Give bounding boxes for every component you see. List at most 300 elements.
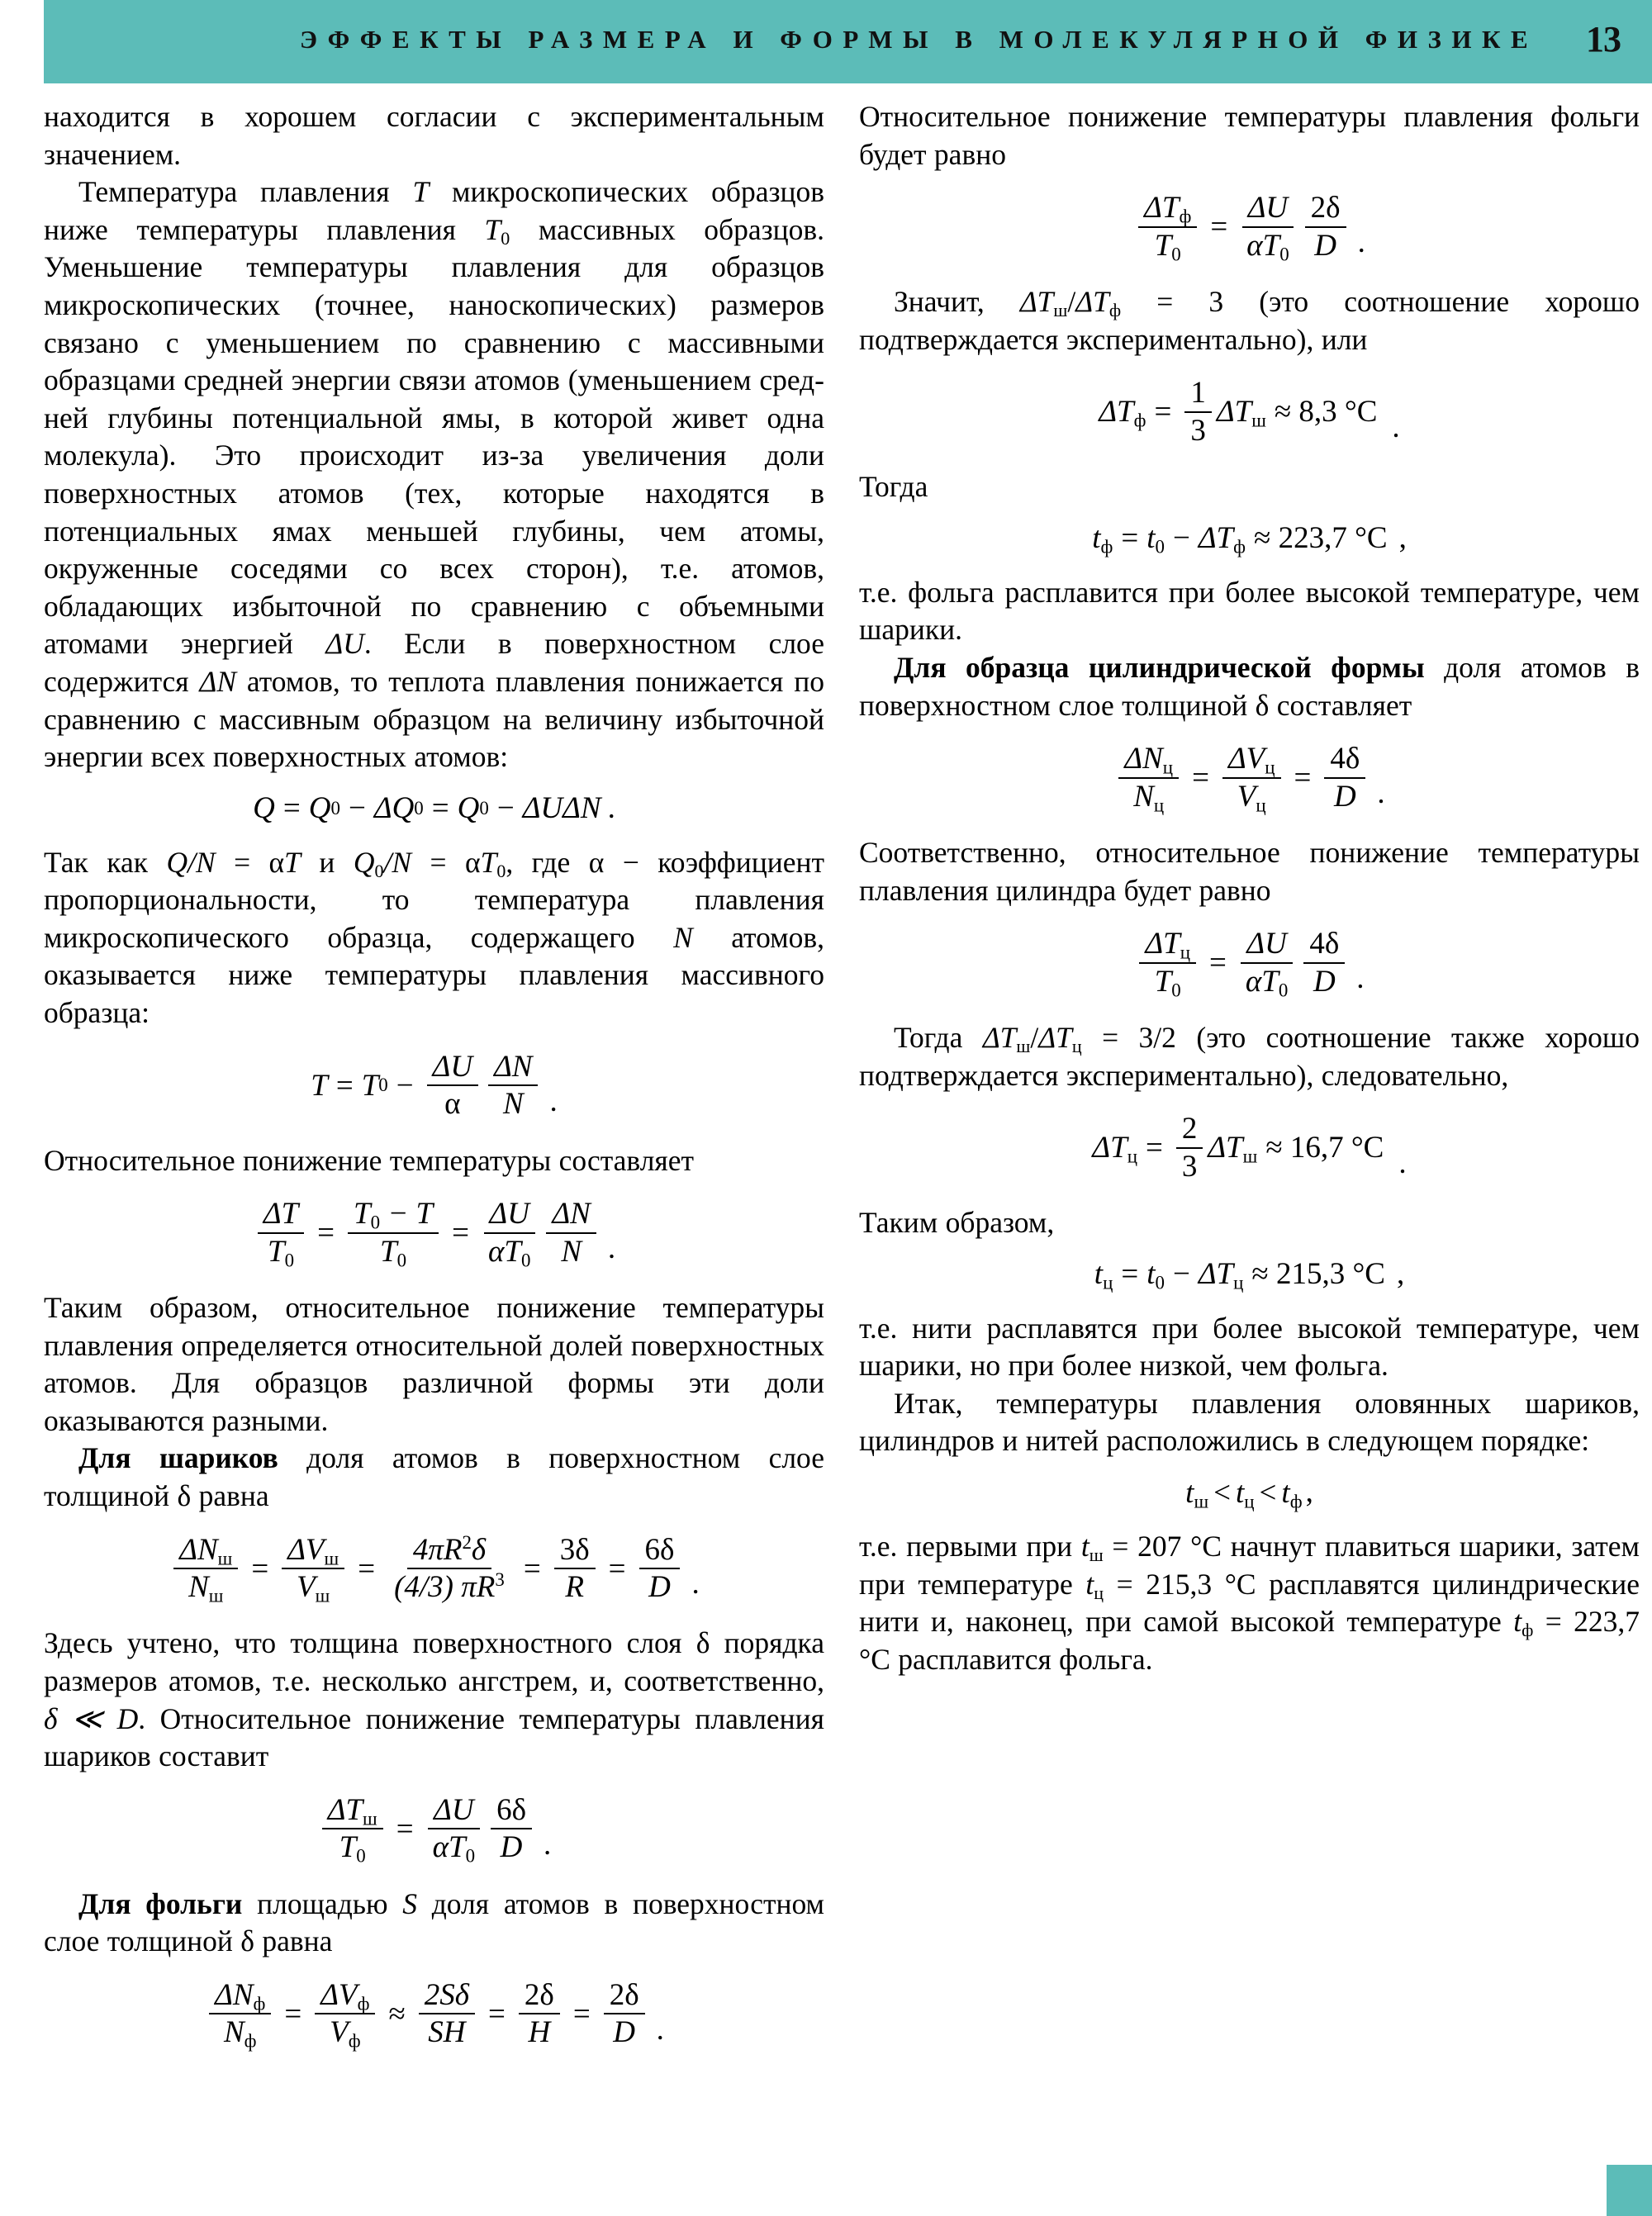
eq-subscript: ф [348, 2030, 361, 2052]
eq-fraction [1138, 190, 1197, 263]
equation-cylinder-delta-T-value [859, 1111, 1640, 1184]
inline-symbol-N: N [673, 920, 693, 954]
paragraph [859, 1204, 1640, 1242]
eq-denominator [1127, 779, 1170, 814]
eq-denominator: N [502, 1087, 524, 1122]
paragraph-text: (это соотношение также хорошо подтверждается экспериментально), следовательно, [859, 1021, 1640, 1092]
eq-numerator [1138, 190, 1197, 227]
eq-denominator-base: αT [488, 1234, 521, 1269]
eq-fraction [1118, 741, 1179, 814]
inline-fraction-QN: Q/N [166, 845, 216, 879]
eq-denominator [1240, 964, 1294, 999]
equation-sphere-surface-fraction [44, 1532, 824, 1606]
eq-subscript: ц [1162, 757, 1174, 778]
eq-numerator: ΔT [258, 1196, 304, 1233]
inline-subscript: ш [1089, 1545, 1104, 1566]
eq-denominator: 3 [1181, 1149, 1198, 1184]
eq-numerator [209, 1977, 271, 2014]
inline-symbol-delta: δ [240, 1924, 255, 1958]
paragraph-text: Так как [44, 845, 167, 879]
inline-symbol-deltaN: ΔN [199, 664, 237, 698]
page-body [0, 83, 1652, 2216]
eq-fraction [258, 1196, 304, 1269]
eq-operator: ≈ [388, 1996, 406, 2031]
eq-numerator-base: ΔT [1145, 927, 1180, 961]
paragraph-text: Таким образом, относительное понижение температуры плавления определяется относительной долей поверхностных атомов. Для образцов различной формы эти доли оказываются разными. [44, 1291, 824, 1437]
eq-denominator-base: T [380, 1234, 397, 1269]
inline-symbol-delta: δ [695, 1626, 710, 1660]
eq-fraction [491, 1792, 532, 1866]
eq-subscript: ш [217, 1547, 233, 1568]
paragraph [44, 844, 824, 1032]
eq-subscript: ш [1242, 1146, 1258, 1167]
eq-term [1092, 520, 1113, 556]
eq-numerator-rest: − T [380, 1197, 434, 1231]
paragraph-text: Температура плавления [78, 175, 413, 209]
eq-punctuation: . [607, 790, 615, 825]
eq-numerator: 3δ [554, 1532, 596, 1569]
eq-term [1281, 1475, 1302, 1511]
paragraph-text: = α [411, 845, 481, 879]
eq-superscript: 2 [462, 1531, 472, 1553]
eq-fraction [427, 1049, 478, 1122]
lead-in-bold-foil: Для фольги [78, 1886, 243, 1920]
eq-subscript: 0 [356, 1845, 366, 1867]
eq-denominator [1232, 779, 1272, 814]
inline-subscript: 0 [501, 227, 510, 249]
eq-numerator: 4δ [1324, 741, 1365, 778]
paragraph-text: равна [191, 1478, 269, 1512]
equation-cylinder-melting-point [859, 1254, 1640, 1295]
eq-subscript: ф [1179, 206, 1192, 227]
eq-term [1185, 1475, 1208, 1511]
eq-numerator: 6δ [491, 1792, 532, 1829]
inline-symbol-t-cyl: t [1085, 1567, 1094, 1601]
eq-term-base: ΔT [1092, 1131, 1127, 1165]
eq-subscript: ц [1153, 794, 1165, 815]
eq-denominator: R [565, 1570, 584, 1604]
eq-numerator [348, 1196, 439, 1233]
eq-fraction [322, 1792, 383, 1866]
eq-fraction [1324, 741, 1365, 814]
equation-sphere-temperature-drop [44, 1792, 824, 1866]
eq-subscript: ф [1133, 410, 1146, 431]
eq-subscript: ф [1100, 536, 1113, 558]
eq-subscript: ш [363, 1808, 377, 1829]
eq-denominator [218, 2014, 263, 2050]
paragraph-summary [859, 1528, 1640, 1678]
inline-symbol-S: S [402, 1886, 417, 1920]
eq-subscript: ц [1244, 1490, 1255, 1511]
inline-subscript: ц [1094, 1582, 1104, 1603]
eq-numerator [173, 1532, 238, 1569]
eq-numerator-base: ΔN [179, 1532, 218, 1567]
paragraph [44, 1289, 824, 1440]
eq-fraction [604, 1977, 645, 2051]
eq-operator: = [358, 1551, 376, 1586]
equation-foil-temperature-drop [859, 190, 1640, 263]
lead-in-bold-spheres: Для шариков [78, 1441, 278, 1475]
eq-operator: = [1209, 946, 1227, 980]
eq-subscript: ш [1194, 1490, 1209, 1511]
eq-operator: = [452, 1216, 469, 1250]
eq-term: T [361, 1068, 379, 1103]
eq-fraction [348, 1196, 439, 1269]
eq-term [1146, 1256, 1165, 1292]
inline-subscript: ф [1521, 1620, 1534, 1641]
eq-denominator-base: T [339, 1830, 357, 1865]
eq-punctuation: . [549, 1084, 558, 1118]
eq-approx-value: ≈ 8,3 °C [1274, 395, 1378, 429]
paragraph-text: массивных образцов. Уменьшение температуры плавления для образцов микроскопических (точнее, наноскопических) размеров связано с уменьшением по сравнению с массивными образцами средней энергии связи атомов (уменьшением средней глубины потенциальной ямы, в которой живет одна молекула). Это происходит из-за увеличения доли поверхностных атомов (тех, которые находятся в потенциальных ямах меньшей глубины, чем атомы, окруженные соседями со всех сторон), т.е. атомов, обладающих избыточной по сравнению с объемными атомами энергией [44, 212, 824, 661]
eq-term: ΔQ [373, 791, 415, 826]
inline-subscript: 0 [374, 860, 384, 881]
paragraph [44, 1142, 824, 1180]
eq-term [1092, 1130, 1137, 1165]
eq-denominator-base: N [1133, 779, 1154, 814]
eq-numerator: 2δ [519, 1977, 560, 2014]
paragraph-text: составляет [1269, 688, 1412, 722]
eq-term-base: ΔT [1198, 1257, 1234, 1292]
eq-operator: = [523, 1551, 541, 1586]
eq-denominator-base: N [223, 2015, 244, 2050]
eq-denominator [374, 1234, 412, 1269]
eq-numerator: 1 [1184, 375, 1212, 412]
eq-denominator: D [500, 1830, 523, 1865]
equation-relative-temperature-drop [44, 1196, 824, 1269]
eq-fraction [388, 1532, 510, 1606]
inline-symbol-delta: δ [1255, 688, 1270, 722]
paragraph-text: Относительное понижение температуры составляет [44, 1143, 695, 1177]
paragraph-text: Тогда [859, 470, 928, 504]
equation-heat-of-melting: Q = Q 0 − ΔQ 0 = Q 0 − ΔUΔN . [44, 788, 824, 829]
paragraph-cylinder [859, 649, 1640, 724]
paragraph [44, 1625, 824, 1775]
eq-denominator-base: N [188, 1570, 209, 1604]
eq-subscript: ш [208, 1585, 224, 1606]
eq-subscript: ш [315, 1585, 330, 1606]
eq-subscript: ш [1251, 410, 1266, 431]
eq-denominator [291, 1569, 335, 1605]
paragraph [859, 468, 1640, 506]
inline-symbol-dT-cyl: ΔT [1038, 1021, 1072, 1055]
inline-symbol-dT-sph: ΔT [982, 1021, 1017, 1055]
eq-denominator-base: T [1154, 964, 1172, 999]
eq-subscript: 0 [370, 1212, 381, 1233]
eq-fraction [488, 1049, 538, 1122]
eq-denominator-base: V [297, 1570, 316, 1604]
inline-subscript: ц [1071, 1036, 1082, 1057]
paragraph [859, 1019, 1640, 1094]
eq-numerator: ΔU [428, 1792, 479, 1829]
paragraph-text: расплавятся цилиндрические нити и, наконец, при самой высокой температуре [859, 1567, 1640, 1639]
eq-term-base: ΔT [1099, 395, 1134, 429]
eq-punctuation: . [1392, 410, 1400, 445]
eq-operator: = [1154, 395, 1172, 429]
inline-symbol-T: T [412, 175, 430, 209]
eq-subscript: ш [324, 1547, 339, 1568]
eq-subscript: ф [1289, 1490, 1303, 1511]
eq-operator: = [282, 791, 301, 826]
eq-fraction [554, 1532, 596, 1606]
eq-subscript: 0 [284, 1249, 295, 1270]
eq-fraction [315, 1977, 375, 2051]
eq-term: Q [253, 791, 275, 826]
paragraph-text: порядка размеров атомов, т.е. несколько ангстрем, и, соответственно, [44, 1626, 825, 1698]
eq-operator: = [1145, 1131, 1163, 1165]
eq-term [1099, 394, 1146, 429]
eq-denominator [388, 1569, 510, 1605]
eq-fraction [209, 1977, 271, 2051]
paragraph-text: атомов, оказывается ниже температуры плавления массивного образца: [44, 920, 824, 1030]
eq-fraction [427, 1792, 481, 1866]
eq-fraction [1241, 190, 1294, 263]
eq-operator: − [496, 791, 515, 826]
eq-fraction [1222, 741, 1281, 814]
eq-term: Q [308, 791, 331, 826]
eq-numerator-base: ΔT [1144, 191, 1180, 225]
inline-symbol-t-foil: t [1513, 1605, 1522, 1639]
paragraph-text: (это соотношение хорошо подтверждается экспериментально), или [859, 285, 1640, 356]
eq-punctuation: . [1357, 225, 1365, 260]
corner-decoration-mark [1607, 2165, 1652, 2216]
paragraph [859, 574, 1640, 649]
eq-superscript: 3 [495, 1569, 505, 1591]
paragraph-text: Значит, [894, 285, 1020, 319]
inline-symbol-Q0: Q [353, 845, 375, 879]
paragraph [859, 1310, 1640, 1385]
eq-term [1208, 1130, 1257, 1165]
eq-fraction [419, 1977, 475, 2051]
eq-numerator-base: ΔV [287, 1532, 325, 1567]
paragraph-text: площадью [242, 1886, 403, 1920]
eq-numerator: ΔU [484, 1196, 535, 1233]
paragraph [44, 173, 824, 776]
eq-subscript: 0 [1279, 244, 1289, 265]
eq-denominator [334, 1829, 372, 1865]
eq-term [1236, 1475, 1255, 1511]
eq-denominator-base: V [1237, 779, 1256, 814]
eq-punctuation: . [1398, 1146, 1407, 1181]
paragraph-text: начнут плавиться шарики, затем при температуре [859, 1530, 1640, 1601]
eq-numerator-base: T [354, 1197, 371, 1231]
eq-denominator: D [1334, 779, 1356, 814]
page-header-banner [44, 0, 1652, 83]
paragraph-text: равна [254, 1924, 333, 1958]
eq-punctuation: . [656, 2012, 664, 2047]
eq-denominator [1149, 228, 1187, 263]
eq-numerator [315, 1977, 375, 2014]
paragraph-text: Здесь учтено, что толщина поверхностного слоя [44, 1626, 696, 1660]
eq-fraction [1184, 375, 1212, 448]
eq-term [1146, 520, 1165, 556]
eq-punctuation: , [1396, 1256, 1405, 1291]
eq-term-base: t [1092, 521, 1101, 556]
eq-numerator: ΔU [427, 1049, 478, 1086]
eq-subscript: ц [1265, 757, 1275, 778]
eq-subscript: ф [253, 1993, 266, 2014]
eq-fraction [546, 1196, 596, 1269]
eq-operator: − [348, 791, 366, 826]
eq-subscript: ц [1103, 1272, 1113, 1293]
eq-operator: = [317, 1216, 335, 1250]
eq-term-base: ΔT [1216, 395, 1252, 429]
eq-term-base: ΔT [1198, 521, 1234, 556]
eq-operator: = [1210, 210, 1228, 244]
running-head-title: ЭФФЕКТЫ РАЗМЕРА И ФОРМЫ В МОЛЕКУЛЯРНОЙ ФИЗИКЕ [300, 25, 1539, 54]
eq-denominator-base: T [267, 1234, 285, 1269]
right-column [859, 98, 1640, 1678]
eq-subscript: 0 [1171, 244, 1181, 265]
paragraph-spheres [44, 1440, 824, 1515]
eq-term [1094, 1256, 1113, 1292]
eq-term: T [311, 1068, 328, 1103]
paragraph-text: доля атомов в поверхностном слое толщиной [44, 1886, 824, 1958]
eq-operator: = [572, 1996, 591, 2031]
eq-denominator-base: αT [1246, 228, 1280, 263]
eq-numerator: ΔU [1242, 190, 1294, 227]
eq-operator: − [1172, 521, 1190, 556]
eq-approx-value: ≈ 215,3 °C [1251, 1257, 1385, 1292]
eq-subscript: ц [1127, 1146, 1137, 1167]
eq-operator: = [284, 1996, 302, 2031]
eq-fraction [519, 1977, 560, 2051]
inline-value-foil-temp: = 223,7 °C [859, 1605, 1640, 1676]
eq-denominator [262, 1234, 300, 1269]
eq-denominator-base: αT [1245, 964, 1279, 999]
paragraph [859, 834, 1640, 909]
paragraph-text: доля атомов в поверхностном слое толщиной [859, 650, 1640, 722]
eq-fraction [1139, 926, 1196, 999]
paragraph-foil [44, 1886, 824, 1961]
eq-subscript: 0 [465, 1845, 476, 1867]
left-column [44, 98, 824, 2071]
eq-operator: = [1121, 521, 1139, 556]
eq-subscript: 0 [1155, 1272, 1165, 1293]
eq-punctuation: . [1356, 961, 1365, 996]
eq-term-base: t [1146, 521, 1156, 556]
eq-denominator: α [444, 1087, 461, 1122]
inline-symbol-deltaU: ΔU [325, 627, 364, 661]
equation-foil-melting-point [859, 518, 1640, 559]
eq-subscript: ф [1233, 536, 1246, 558]
equation-foil-delta-T-value [859, 375, 1640, 448]
eq-punctuation: . [1377, 776, 1385, 810]
inline-subscript: 0 [496, 860, 506, 881]
eq-numerator: ΔN [546, 1196, 596, 1233]
eq-numerator-base: ΔN [1124, 742, 1163, 776]
eq-numerator: 2 [1176, 1111, 1203, 1148]
paragraph-text: . Относительное понижение температуры плавления шариков составит [44, 1701, 824, 1773]
eq-denominator [427, 1829, 481, 1865]
eq-operator: < [1213, 1475, 1231, 1510]
eq-numerator [282, 1532, 344, 1569]
paragraph-text: находится в хорошем согласии с экспериментальным значением. [44, 100, 824, 171]
eq-term-base: t [1235, 1475, 1245, 1510]
eq-fraction [282, 1532, 344, 1606]
eq-numerator: 2δ [604, 1977, 645, 2014]
eq-fraction [1240, 926, 1294, 999]
eq-denominator: N [561, 1234, 582, 1269]
eq-numerator [407, 1532, 491, 1569]
eq-denominator [1241, 228, 1294, 263]
eq-numerator: ΔU [1241, 926, 1292, 963]
inline-slash: / [1067, 285, 1076, 319]
eq-fraction [639, 1532, 681, 1606]
equation-melting-order [859, 1472, 1640, 1513]
eq-numerator-base: ΔT [327, 1792, 363, 1827]
eq-numerator-base: ΔV [1227, 742, 1265, 776]
eq-denominator: D [613, 2015, 636, 2050]
inline-symbol-alpha: α [588, 845, 605, 879]
eq-term [1199, 1256, 1244, 1292]
inline-symbol-delta: δ [177, 1478, 192, 1512]
eq-denominator: D [648, 1570, 671, 1604]
eq-denominator: 3 [1190, 413, 1206, 448]
eq-subscript: ф [244, 2030, 257, 2052]
paragraph [859, 1385, 1640, 1460]
eq-punctuation: . [544, 1827, 552, 1862]
inline-symbol-T: T [284, 845, 301, 879]
inline-fraction-Q0N: /N [383, 845, 412, 879]
eq-numerator-base: ΔN [215, 1977, 254, 2012]
eq-operator: = [396, 1811, 414, 1846]
paragraph-text: − коэффициент пропорциональности, то температура плавления микроскопического образца, содержащего [44, 845, 824, 954]
inline-slash: / [1030, 1021, 1039, 1055]
eq-operator: < [1259, 1475, 1277, 1510]
inline-inequality: δ ≪ D [44, 1701, 139, 1735]
paragraph-text: доля атомов в поверхностном слое толщиной [44, 1441, 824, 1512]
eq-operator: − [1172, 1257, 1190, 1292]
eq-operator: = [488, 1996, 506, 2031]
inline-symbol-T0: T [484, 212, 501, 246]
eq-denominator-base: T [1154, 228, 1172, 263]
paragraph-text: Тогда [894, 1021, 983, 1055]
eq-term: ΔUΔN [522, 791, 601, 826]
eq-subscript: 0 [1171, 980, 1181, 1001]
paragraph-text: Относительное понижение температуры плавления фольги будет равно [859, 100, 1640, 171]
eq-subscript: ц [1256, 794, 1266, 815]
inline-symbol-dT-foil: ΔT [1075, 285, 1109, 319]
eq-term-base: t [1146, 1257, 1156, 1292]
eq-subscript: ц [1180, 942, 1191, 963]
eq-numerator: 2δ [1305, 190, 1346, 227]
eq-operator: = [335, 1068, 354, 1103]
inline-value-cylinder-temp: = 215,3 °C [1104, 1567, 1256, 1601]
eq-subscript: ф [357, 1993, 370, 2014]
eq-punctuation: . [691, 1567, 700, 1601]
inline-value-sphere-temp: = 207 °C [1103, 1530, 1222, 1564]
lead-in-bold-cylinder: Для образца цилиндрической формы [894, 650, 1425, 684]
eq-punctuation: , [1398, 520, 1407, 555]
eq-operator: − [396, 1068, 414, 1103]
eq-fraction [1176, 1111, 1203, 1184]
paragraph-text: , где [506, 845, 589, 879]
eq-denominator [1149, 964, 1187, 999]
eq-term-base: t [1094, 1257, 1104, 1292]
paragraph-text: = α [215, 845, 285, 879]
eq-fraction [1303, 926, 1345, 999]
inline-value: = 3 [1121, 285, 1224, 319]
eq-denominator [482, 1234, 536, 1269]
eq-denominator: SH [428, 2015, 466, 2050]
paragraph-text: . Если в поверхностном слое содержится [44, 627, 824, 698]
eq-term: Q [457, 791, 480, 826]
paragraph [859, 98, 1640, 173]
eq-numerator: 2Sδ [419, 1977, 475, 2014]
eq-subscript: ц [1233, 1272, 1244, 1293]
eq-numerator-base: ΔV [320, 1977, 358, 2012]
